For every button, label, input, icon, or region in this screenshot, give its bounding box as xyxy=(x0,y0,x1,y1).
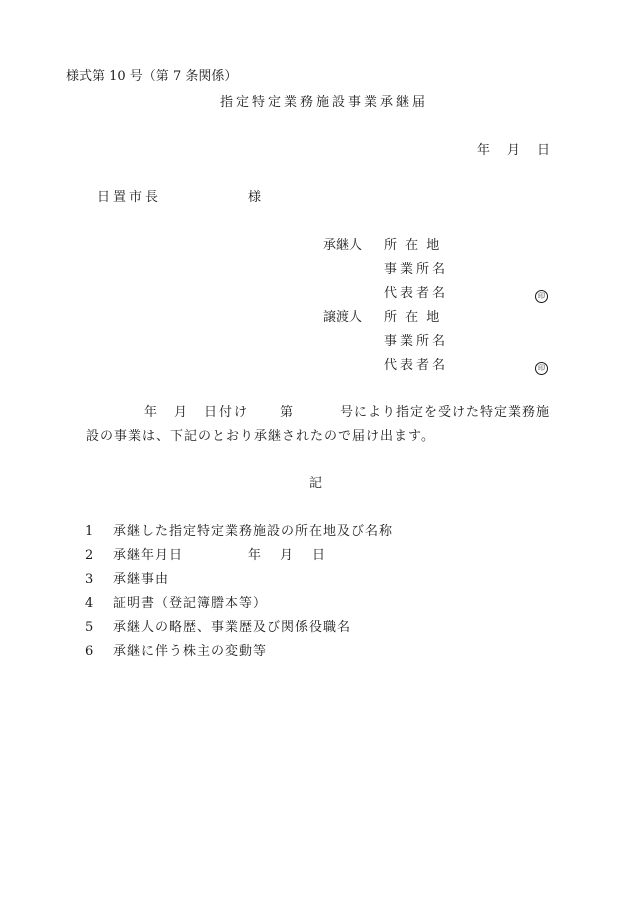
document-title: 指定特定業務施設事業承継届 xyxy=(220,95,429,110)
body-month: 月 xyxy=(174,405,188,420)
transferor-seal-icon xyxy=(535,359,548,375)
addressee-name: 日置市長 xyxy=(97,190,162,205)
form-number: 様式第 10 号（第 7 条関係） xyxy=(66,69,238,84)
item2-year: 年 xyxy=(248,548,262,563)
transferor-seal-text: 印 xyxy=(535,362,548,375)
successor-address-label: 所 在 地 xyxy=(384,238,442,253)
successor-office-label: 事業所名 xyxy=(384,262,449,277)
addressee-honorific: 様 xyxy=(248,190,262,205)
transferor-role: 譲渡人 xyxy=(323,310,363,325)
list-item-number: 2 xyxy=(85,548,94,563)
item2-day: 日 xyxy=(312,548,326,563)
item2-month: 月 xyxy=(280,548,294,563)
date-year: 年 xyxy=(477,143,491,158)
transferor-office-label: 事業所名 xyxy=(384,334,449,349)
list-item-text: 承継した指定特定業務施設の所在地及び名称 xyxy=(113,524,394,539)
date-month: 月 xyxy=(507,143,521,158)
ki-heading: 記 xyxy=(309,476,323,491)
list-item-number: 6 xyxy=(85,644,94,659)
transferor-rep-label: 代表者名 xyxy=(384,358,449,373)
list-item-number: 4 xyxy=(85,596,94,611)
date-day: 日 xyxy=(537,143,551,158)
body-line2: 設の事業は、下記のとおり承継されたので届け出ます。 xyxy=(86,429,435,444)
body-line1-rest: 号により指定を受けた特定業務施 xyxy=(340,405,551,420)
list-item-text: 承継に伴う株主の変動等 xyxy=(113,644,268,659)
transferor-address-label: 所 在 地 xyxy=(384,310,442,325)
successor-seal-text: 印 xyxy=(535,290,548,303)
list-item-text: 承継事由 xyxy=(113,572,170,587)
list-item-number: 1 xyxy=(85,524,94,539)
list-item-number: 3 xyxy=(85,572,94,587)
body-year: 年 xyxy=(144,405,158,420)
successor-role: 承継人 xyxy=(323,238,363,253)
body-number-prefix: 第 xyxy=(280,405,294,420)
successor-rep-label: 代表者名 xyxy=(384,286,449,301)
list-item-text: 承継人の略歴、事業歴及び関係役職名 xyxy=(113,620,352,635)
list-item-number: 5 xyxy=(85,620,94,635)
list-item-text: 承継年月日 xyxy=(113,548,184,563)
successor-seal-icon xyxy=(535,287,548,303)
list-item-text: 証明書（登記簿謄本等） xyxy=(113,596,268,611)
body-day-dated: 日付け xyxy=(204,405,250,420)
